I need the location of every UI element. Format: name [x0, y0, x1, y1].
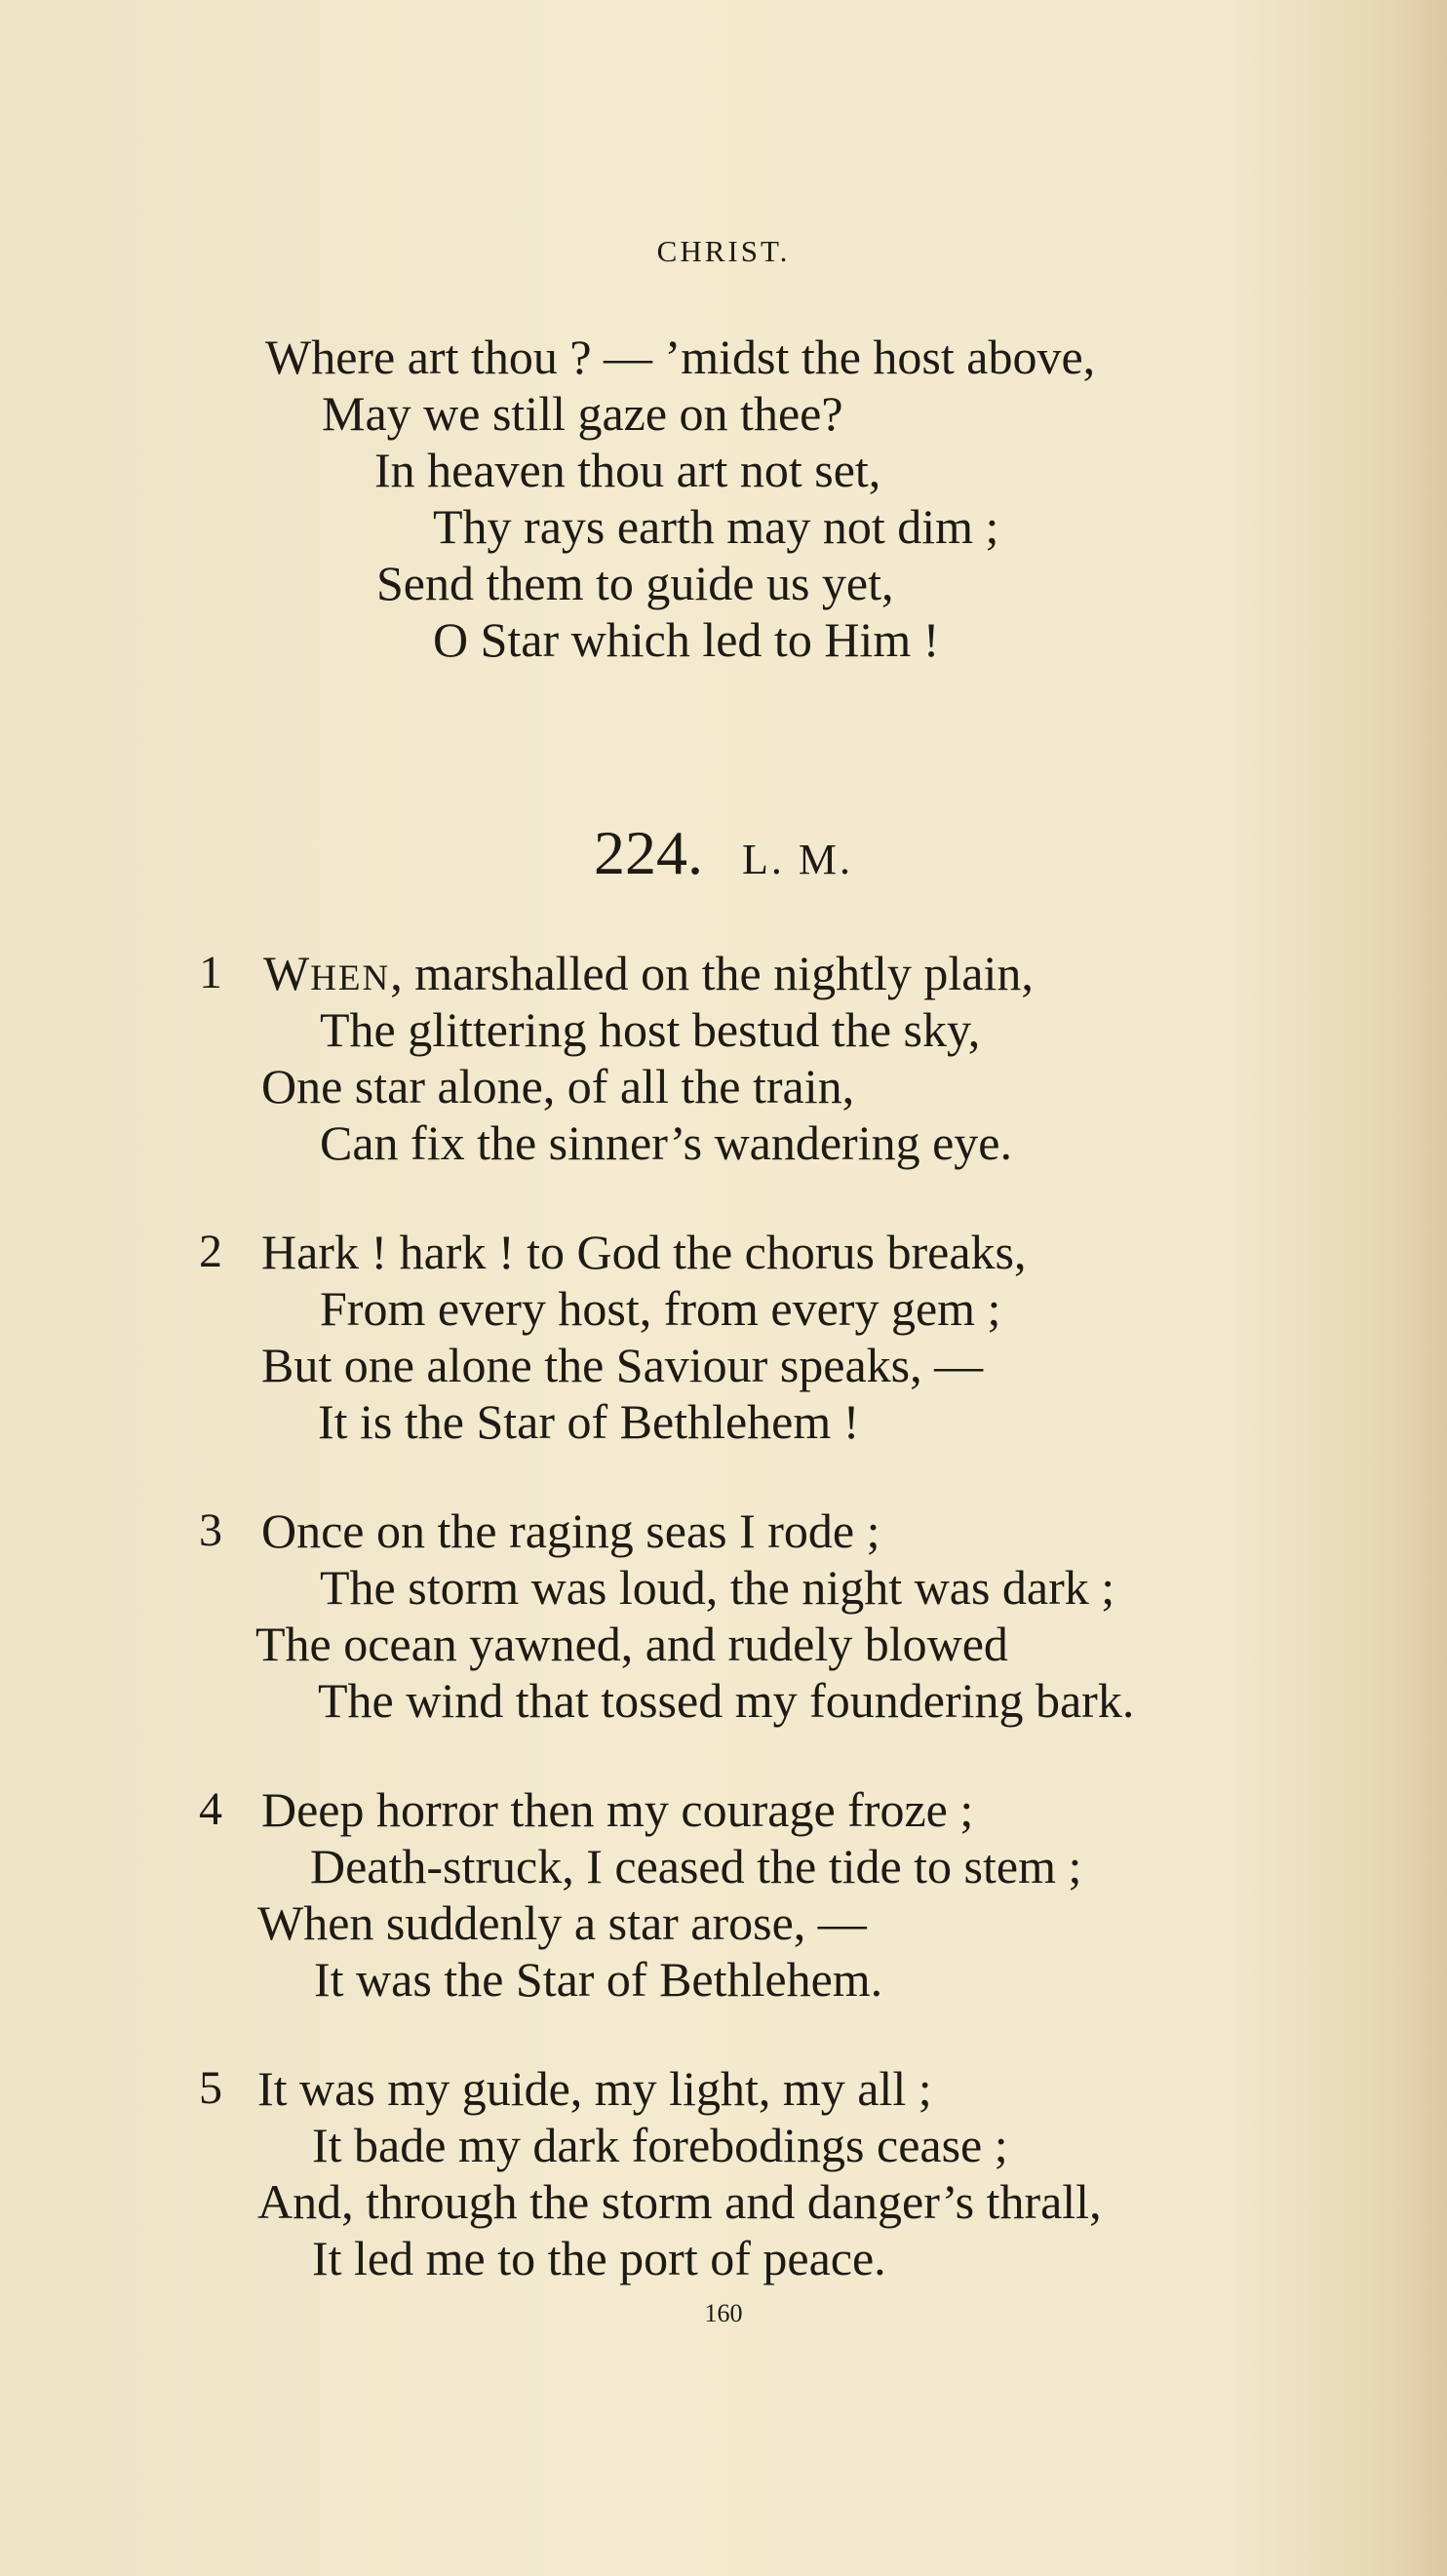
verse-line: It led me to the port of peace. — [312, 2231, 886, 2285]
verse-line: And, through the storm and danger’s thrall, — [257, 2174, 1102, 2229]
verse-first-line: Hark ! hark ! to God the chorus breaks, — [261, 1225, 1027, 1279]
first-line-rest: , marshalled on the nightly plain, — [390, 946, 1034, 1000]
verse-line: The wind that tossed my foundering bark. — [318, 1673, 1135, 1728]
running-head: CHRIST. — [656, 234, 791, 268]
verse-number: 3 — [199, 1504, 222, 1556]
prev-stanza-line: O Star which led to Him ! — [433, 612, 940, 667]
verse-line: It bade my dark forebodings cease ; — [312, 2118, 1008, 2172]
verse-line: When suddenly a star arose, — — [257, 1895, 867, 1950]
verse-number: 1 — [199, 947, 222, 998]
verse-line: The glittering host bestud the sky, — [320, 1002, 981, 1057]
prev-stanza-line: In heaven thou art not set, — [374, 443, 881, 497]
prev-stanza-line: May we still gaze on thee? — [322, 386, 843, 441]
verse-line: Death-struck, I ceased the tide to stem ; — [310, 1839, 1082, 1893]
verse-line: The storm was loud, the night was dark ; — [320, 1560, 1115, 1615]
hymn-heading — [0, 817, 1447, 889]
verse-line: The ocean yawned, and rudely blowed — [255, 1617, 1008, 1671]
verse-number: 5 — [199, 2062, 222, 2114]
small-caps-initial: W — [263, 946, 311, 1000]
verse-line: From every host, from every gem ; — [320, 1281, 1001, 1336]
prev-stanza-line: Send them to guide us yet, — [376, 556, 894, 610]
verse-line: It was the Star of Bethlehem. — [314, 1952, 883, 2007]
verse-line: But one alone the Saviour speaks, — — [261, 1338, 984, 1392]
verse-first-line: Deep horror then my courage froze ; — [261, 1782, 974, 1837]
prev-stanza-line: Thy rays earth may not dim ; — [433, 499, 999, 554]
verse-line: Can fix the sinner’s wandering eye. — [320, 1115, 1012, 1170]
prev-stanza-line: Where art thou ? — ’midst the host above, — [265, 330, 1096, 384]
small-caps-rest: HEN — [310, 958, 391, 998]
verse-line: It is the Star of Bethlehem ! — [318, 1394, 860, 1449]
verse-number: 2 — [199, 1226, 222, 1277]
hymn-number: 224. — [594, 818, 703, 887]
verse-number: 4 — [199, 1783, 222, 1835]
page-number: 160 — [704, 2299, 743, 2327]
verse-first-line: It was my guide, my light, my all ; — [257, 2061, 932, 2116]
verse-first-line — [263, 946, 1034, 1006]
verse-first-line: Once on the raging seas I rode ; — [261, 1503, 880, 1558]
hymn-meter: L. M. — [742, 836, 853, 883]
verse-line: One star alone, of all the train, — [261, 1059, 855, 1113]
